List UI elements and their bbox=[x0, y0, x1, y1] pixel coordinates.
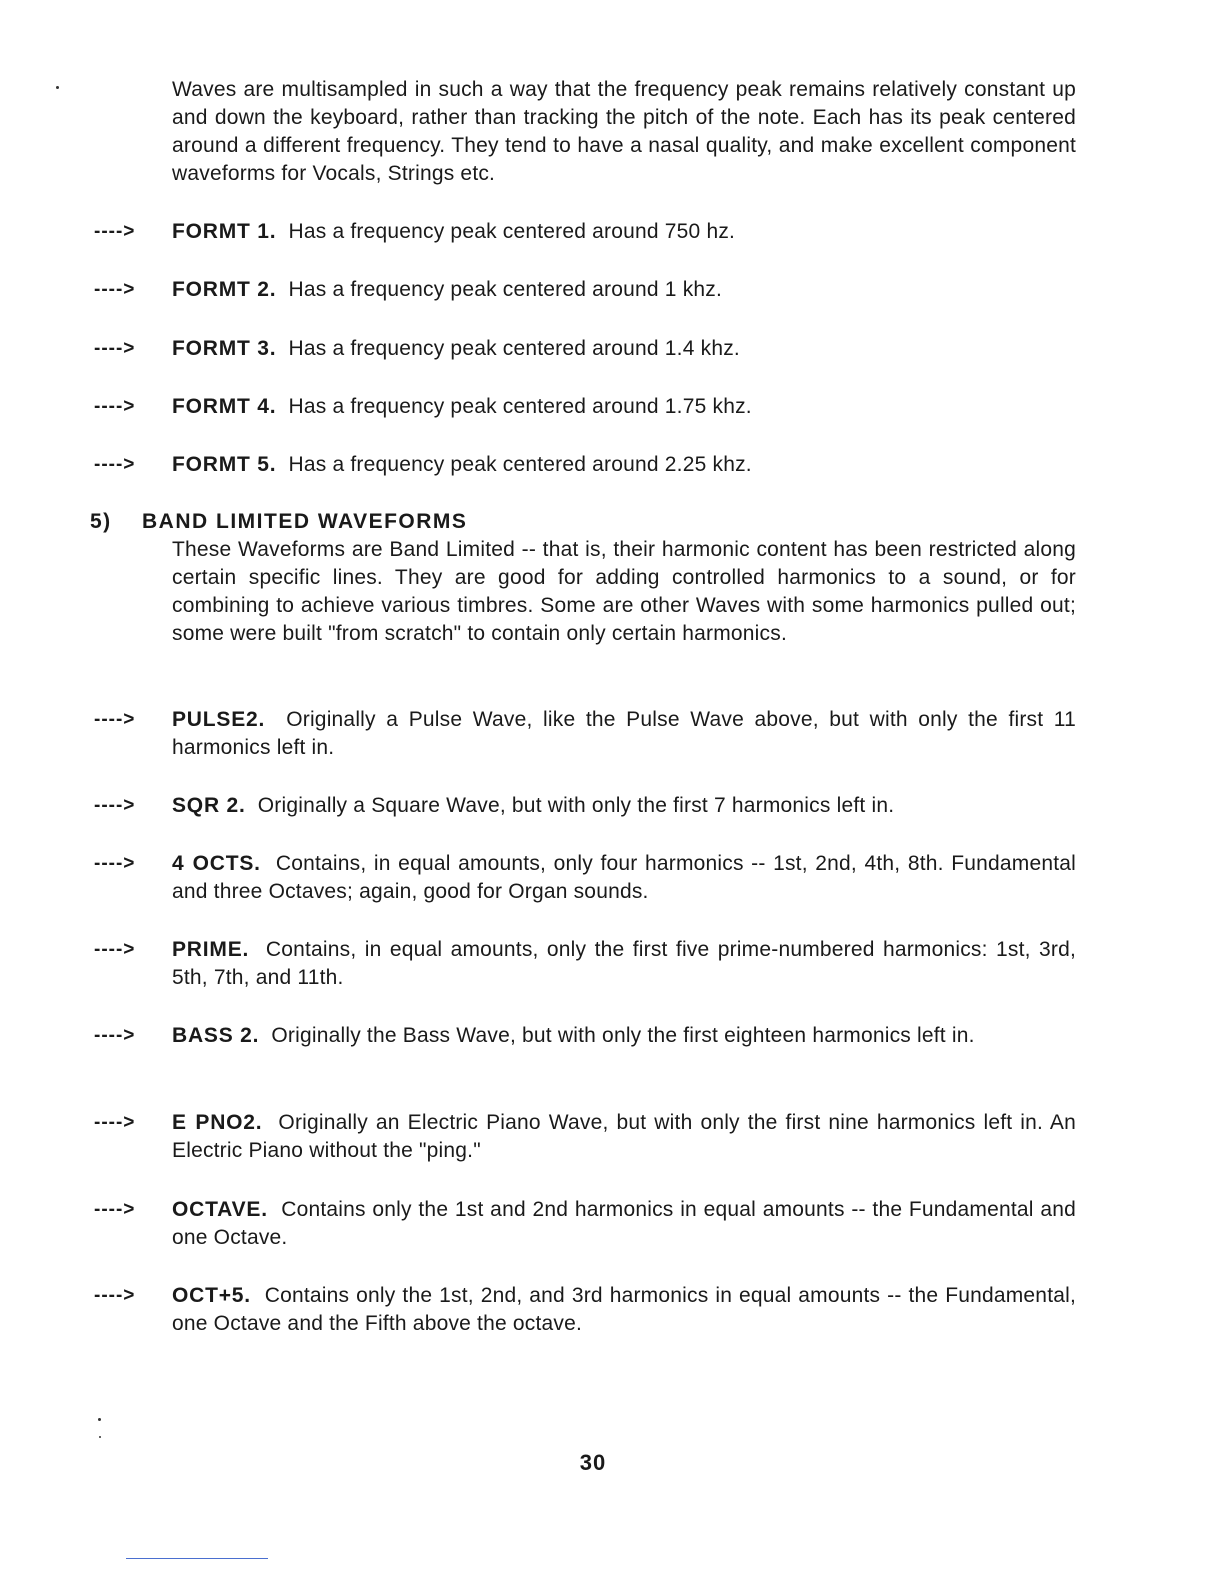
entry-description: Contains, in equal amounts, only four harmonics -- 1st, 2nd, 4th, 8th. Fundamental and three Octaves; again, good for Organ sounds. bbox=[172, 852, 1076, 903]
arrow-icon: ----> bbox=[94, 396, 136, 417]
entry-description: Has a frequency peak centered around 1.75 khz. bbox=[288, 395, 752, 418]
scan-speck bbox=[56, 86, 59, 89]
intro-paragraph: Waves are multisampled in such a way that the frequency peak remains relatively constant up and down the keyboard, rather than tracking the pitch of the note. Each has its peak centered around a different frequency. They tend to have a nasal quality, and make excellent component waveforms for Vocals, Strings etc. bbox=[172, 78, 1076, 185]
arrow-icon: ----> bbox=[94, 709, 136, 730]
entry-name: PRIME. bbox=[172, 938, 250, 961]
entry-description: Has a frequency peak centered around 750 hz. bbox=[288, 220, 736, 243]
arrow-icon: ----> bbox=[94, 795, 136, 816]
entry-name: 4 OCTS. bbox=[172, 852, 261, 875]
entry-description: Has a frequency peak centered around 1 khz. bbox=[288, 278, 723, 301]
arrow-icon: ----> bbox=[94, 279, 136, 300]
scan-speck bbox=[98, 1418, 101, 1421]
entry-description: Originally a Square Wave, but with only the first 7 harmonics left in. bbox=[257, 794, 895, 817]
entry-description: Has a frequency peak centered around 2.25 khz. bbox=[288, 453, 752, 476]
entry-name: FORMT 4. bbox=[172, 395, 277, 418]
entry-description: Contains, in equal amounts, only the first five prime-numbered harmonics: 1st, 3rd, 5th, 7th, and 11th. bbox=[172, 938, 1076, 989]
arrow-icon: ----> bbox=[94, 1199, 136, 1220]
entry-description: Originally a Pulse Wave, like the Pulse Wave above, but with only the first 11 harmonics left in. bbox=[172, 708, 1076, 759]
link-underline bbox=[126, 1558, 268, 1559]
entry-description: Has a frequency peak centered around 1.4 khz. bbox=[288, 337, 740, 360]
entry-name: PULSE2. bbox=[172, 708, 266, 731]
entry-name: FORMT 5. bbox=[172, 453, 277, 476]
entry-name: SQR 2. bbox=[172, 794, 246, 817]
section-title: BAND LIMITED WAVEFORMS bbox=[142, 510, 468, 533]
arrow-icon: ----> bbox=[94, 1025, 136, 1046]
entry-description: Originally an Electric Piano Wave, but with only the first nine harmonics left in. An Electric Piano without the "ping." bbox=[172, 1111, 1076, 1162]
arrow-icon: ----> bbox=[94, 221, 136, 242]
entry-description: Contains only the 1st and 2nd harmonics in equal amounts -- the Fundamental and one Octave. bbox=[172, 1198, 1076, 1249]
entry-name: FORMT 1. bbox=[172, 220, 277, 243]
entry-name: FORMT 3. bbox=[172, 337, 277, 360]
scan-speck bbox=[99, 1436, 101, 1438]
entry-name: FORMT 2. bbox=[172, 278, 277, 301]
arrow-icon: ----> bbox=[94, 338, 136, 359]
entry-name: E PNO2. bbox=[172, 1111, 263, 1134]
page-number: 30 bbox=[579, 1450, 607, 1475]
arrow-icon: ----> bbox=[94, 939, 136, 960]
section-intro-paragraph: These Waveforms are Band Limited -- that is, their harmonic content has been restricted along certain specific lines. They are good for adding controlled harmonics to a sound, or for combining to achieve various timbres. Some are other Waves with some harmonics pulled out; some were built "from scratch" to contain only certain harmonics. bbox=[172, 538, 1076, 645]
arrow-icon: ----> bbox=[94, 1285, 136, 1306]
arrow-icon: ----> bbox=[94, 454, 136, 475]
entry-description: Contains only the 1st, 2nd, and 3rd harmonics in equal amounts -- the Fundamental, one Octave and the Fifth above the octave. bbox=[172, 1284, 1077, 1335]
arrow-icon: ----> bbox=[94, 1112, 136, 1133]
entry-description: Originally the Bass Wave, but with only the first eighteen harmonics left in. bbox=[271, 1024, 975, 1047]
entry-name: OCTAVE. bbox=[172, 1198, 268, 1221]
section-number: 5) bbox=[90, 510, 112, 533]
entry-name: BASS 2. bbox=[172, 1024, 260, 1047]
entry-name: OCT+5. bbox=[172, 1284, 251, 1307]
section-heading bbox=[90, 508, 467, 536]
arrow-icon: ----> bbox=[94, 853, 136, 874]
